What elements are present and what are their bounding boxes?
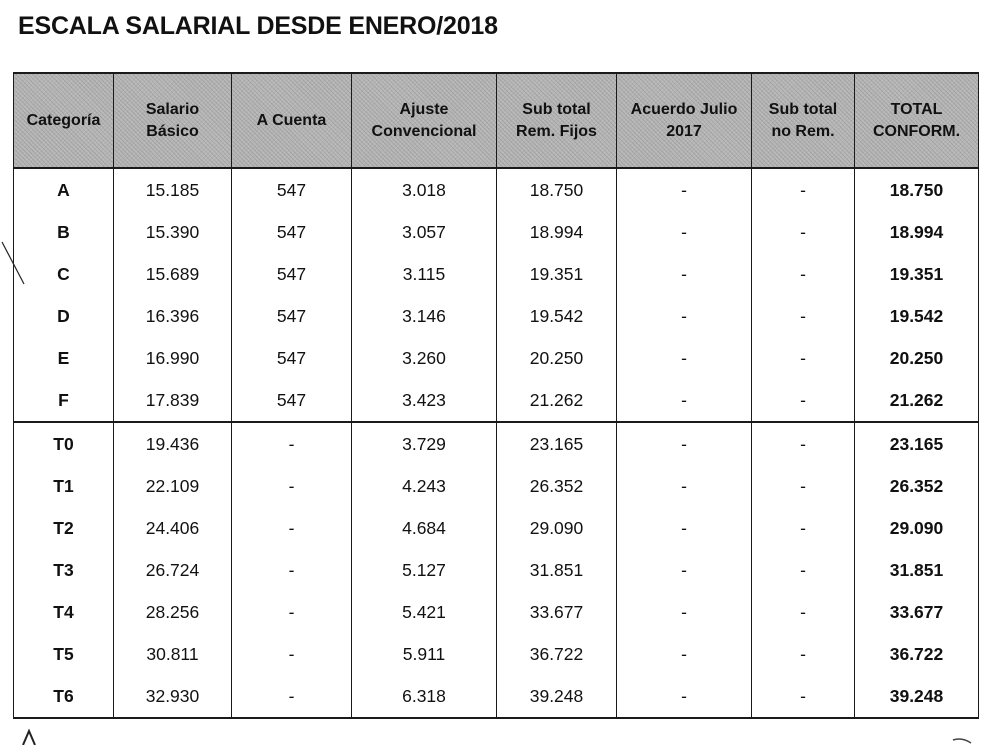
cell-salario-basico: 15.390 [114,211,232,253]
cell-subtotal-no-rem: - [752,168,855,211]
cell-a-cuenta: - [232,507,352,549]
cell-subtotal-rem: 29.090 [497,507,617,549]
cell-acuerdo: - [617,422,752,465]
table-row [14,253,979,295]
cell-subtotal-no-rem: - [752,422,855,465]
table-row [14,379,979,422]
cell-total: 29.090 [855,507,979,549]
cell-acuerdo: - [617,591,752,633]
cell-a-cuenta: - [232,591,352,633]
cell-categoria: F [14,379,114,422]
cell-total: 19.542 [855,295,979,337]
cell-ajuste: 3.057 [352,211,497,253]
cell-total: 23.165 [855,422,979,465]
header-acuerdo-julio: Acuerdo Julio 2017 [617,73,752,168]
header-salario-basico: Salario Básico [114,73,232,168]
cell-a-cuenta: 547 [232,253,352,295]
cell-subtotal-rem: 20.250 [497,337,617,379]
cell-acuerdo: - [617,211,752,253]
cell-ajuste: 3.018 [352,168,497,211]
cell-categoria: B [14,211,114,253]
cell-subtotal-rem: 33.677 [497,591,617,633]
cell-acuerdo: - [617,168,752,211]
cell-categoria: C [14,253,114,295]
salary-table [13,72,979,719]
cell-acuerdo: - [617,675,752,718]
cell-salario-basico: 17.839 [114,379,232,422]
cell-total: 36.722 [855,633,979,675]
table-row [14,337,979,379]
cell-total: 19.351 [855,253,979,295]
table-row [14,422,979,465]
cell-salario-basico: 26.724 [114,549,232,591]
cell-a-cuenta: - [232,549,352,591]
cell-subtotal-no-rem: - [752,507,855,549]
cell-subtotal-rem: 18.750 [497,168,617,211]
cell-subtotal-no-rem: - [752,211,855,253]
cell-categoria: T5 [14,633,114,675]
cell-salario-basico: 30.811 [114,633,232,675]
table-header-row [14,73,979,168]
cell-total: 26.352 [855,465,979,507]
header-categoria: Categoría [14,73,114,168]
cell-acuerdo: - [617,295,752,337]
cell-subtotal-rem: 36.722 [497,633,617,675]
cell-a-cuenta: - [232,465,352,507]
cell-a-cuenta: 547 [232,211,352,253]
cell-a-cuenta: - [232,422,352,465]
cell-total: 20.250 [855,337,979,379]
cell-subtotal-no-rem: - [752,675,855,718]
cell-salario-basico: 32.930 [114,675,232,718]
table-row [14,211,979,253]
cell-ajuste: 5.911 [352,633,497,675]
cell-salario-basico: 28.256 [114,591,232,633]
cell-acuerdo: - [617,337,752,379]
table-row [14,675,979,718]
cell-acuerdo: - [617,507,752,549]
cell-subtotal-no-rem: - [752,591,855,633]
header-total-conform: TOTAL CONFORM. [855,73,979,168]
cell-a-cuenta: - [232,675,352,718]
cell-total: 31.851 [855,549,979,591]
table-row [14,591,979,633]
cell-ajuste: 4.243 [352,465,497,507]
table-row [14,295,979,337]
cell-total: 33.677 [855,591,979,633]
cell-subtotal-no-rem: - [752,633,855,675]
page-edge-mark [20,728,38,745]
header-a-cuenta: A Cuenta [232,73,352,168]
table-row [14,633,979,675]
cell-salario-basico: 22.109 [114,465,232,507]
header-subtotal-no-rem: Sub total no Rem. [752,73,855,168]
table-row [14,465,979,507]
cell-categoria: D [14,295,114,337]
table-row [14,549,979,591]
pen-stroke-mark [0,240,28,286]
cell-salario-basico: 15.185 [114,168,232,211]
cell-ajuste: 6.318 [352,675,497,718]
cell-subtotal-rem: 21.262 [497,379,617,422]
cell-ajuste: 3.260 [352,337,497,379]
cell-acuerdo: - [617,549,752,591]
cell-total: 18.750 [855,168,979,211]
cell-a-cuenta: 547 [232,379,352,422]
cell-ajuste: 4.684 [352,507,497,549]
cell-categoria: T4 [14,591,114,633]
cell-ajuste: 3.146 [352,295,497,337]
cell-subtotal-no-rem: - [752,549,855,591]
cell-categoria: T0 [14,422,114,465]
cell-acuerdo: - [617,465,752,507]
cell-acuerdo: - [617,379,752,422]
header-subtotal-rem-fijos: Sub total Rem. Fijos [497,73,617,168]
cell-a-cuenta: 547 [232,295,352,337]
cell-subtotal-no-rem: - [752,295,855,337]
cell-salario-basico: 24.406 [114,507,232,549]
cell-subtotal-no-rem: - [752,253,855,295]
cell-subtotal-rem: 26.352 [497,465,617,507]
cell-salario-basico: 15.689 [114,253,232,295]
cell-categoria: T1 [14,465,114,507]
cell-ajuste: 5.127 [352,549,497,591]
cell-ajuste: 3.423 [352,379,497,422]
cell-total: 39.248 [855,675,979,718]
cell-subtotal-rem: 19.351 [497,253,617,295]
cell-ajuste: 5.421 [352,591,497,633]
table-row [14,168,979,211]
cell-subtotal-rem: 23.165 [497,422,617,465]
cell-a-cuenta: - [232,633,352,675]
cell-salario-basico: 16.396 [114,295,232,337]
page-title: ESCALA SALARIAL DESDE ENERO/2018 [18,12,498,40]
cell-categoria: T2 [14,507,114,549]
cell-total: 18.994 [855,211,979,253]
cell-total: 21.262 [855,379,979,422]
cell-categoria: T6 [14,675,114,718]
cell-subtotal-no-rem: - [752,379,855,422]
cell-categoria: E [14,337,114,379]
cell-a-cuenta: 547 [232,168,352,211]
cell-acuerdo: - [617,253,752,295]
cell-categoria: T3 [14,549,114,591]
cell-subtotal-no-rem: - [752,337,855,379]
cell-subtotal-rem: 31.851 [497,549,617,591]
cell-ajuste: 3.115 [352,253,497,295]
cell-acuerdo: - [617,633,752,675]
cell-subtotal-rem: 39.248 [497,675,617,718]
cell-salario-basico: 16.990 [114,337,232,379]
cell-subtotal-rem: 19.542 [497,295,617,337]
cell-subtotal-rem: 18.994 [497,211,617,253]
table-row [14,507,979,549]
cell-a-cuenta: 547 [232,337,352,379]
page-edge-mark [952,734,972,745]
header-ajuste-convencional: Ajuste Convencional [352,73,497,168]
cell-categoria: A [14,168,114,211]
cell-ajuste: 3.729 [352,422,497,465]
cell-subtotal-no-rem: - [752,465,855,507]
cell-salario-basico: 19.436 [114,422,232,465]
